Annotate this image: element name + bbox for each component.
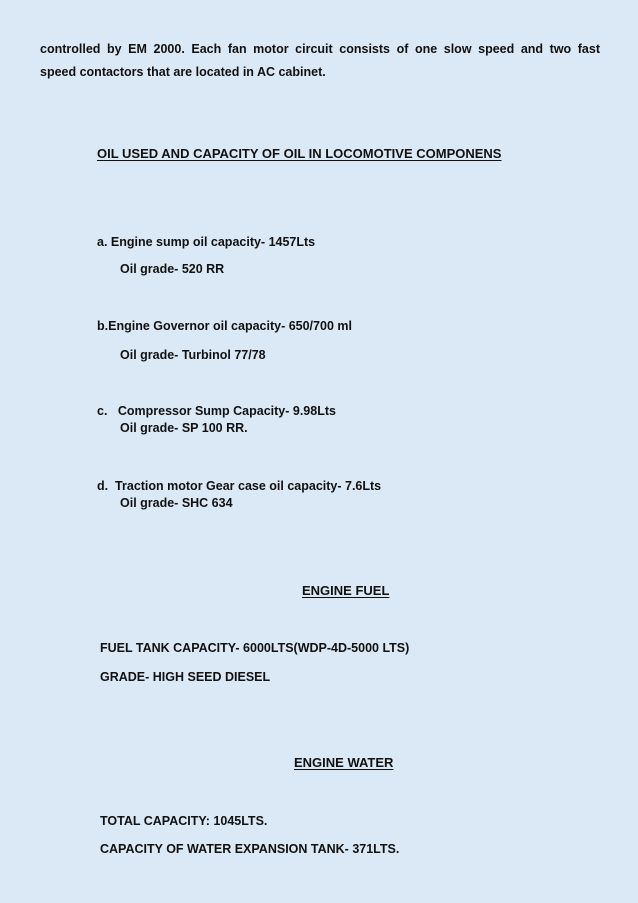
oil-item-capacity: b.Engine Governor oil capacity- 650/700 ml: [97, 319, 352, 333]
oil-item-capacity: d. Traction motor Gear case oil capacity- 7.6Lts: [97, 479, 382, 493]
oil-item-grade: Oil grade- SP 100 RR.: [120, 421, 248, 435]
intro-paragraph: [40, 38, 600, 84]
oil-item-grade: Oil grade- SHC 634: [120, 496, 233, 510]
water-expansion-tank-capacity: CAPACITY OF WATER EXPANSION TANK- 371LTS.: [100, 842, 400, 856]
oil-item-grade: Oil grade- Turbinol 77/78: [120, 348, 266, 362]
intro-line-1: controlled by EM 2000. Each fan motor circuit consists of one slow speed and two fast: [40, 42, 600, 56]
oil-item-capacity: a. Engine sump oil capacity- 1457Lts: [97, 235, 316, 249]
fuel-section-heading: ENGINE FUEL: [302, 583, 390, 598]
oil-section-heading: OIL USED AND CAPACITY OF OIL IN LOCOMOTIVE COMPONENS: [97, 146, 502, 161]
water-section-heading: ENGINE WATER: [294, 755, 394, 770]
fuel-grade: GRADE- HIGH SEED DIESEL: [100, 670, 271, 684]
oil-item-grade: Oil grade- 520 RR: [120, 262, 225, 276]
oil-item-capacity: c. Compressor Sump Capacity- 9.98Lts: [97, 404, 336, 418]
water-total-capacity: TOTAL CAPACITY: 1045LTS.: [100, 814, 268, 828]
intro-line-2: speed contactors that are located in AC cabinet.: [40, 65, 326, 79]
fuel-tank-capacity: FUEL TANK CAPACITY- 6000LTS(WDP-4D-5000 LTS): [100, 641, 410, 655]
